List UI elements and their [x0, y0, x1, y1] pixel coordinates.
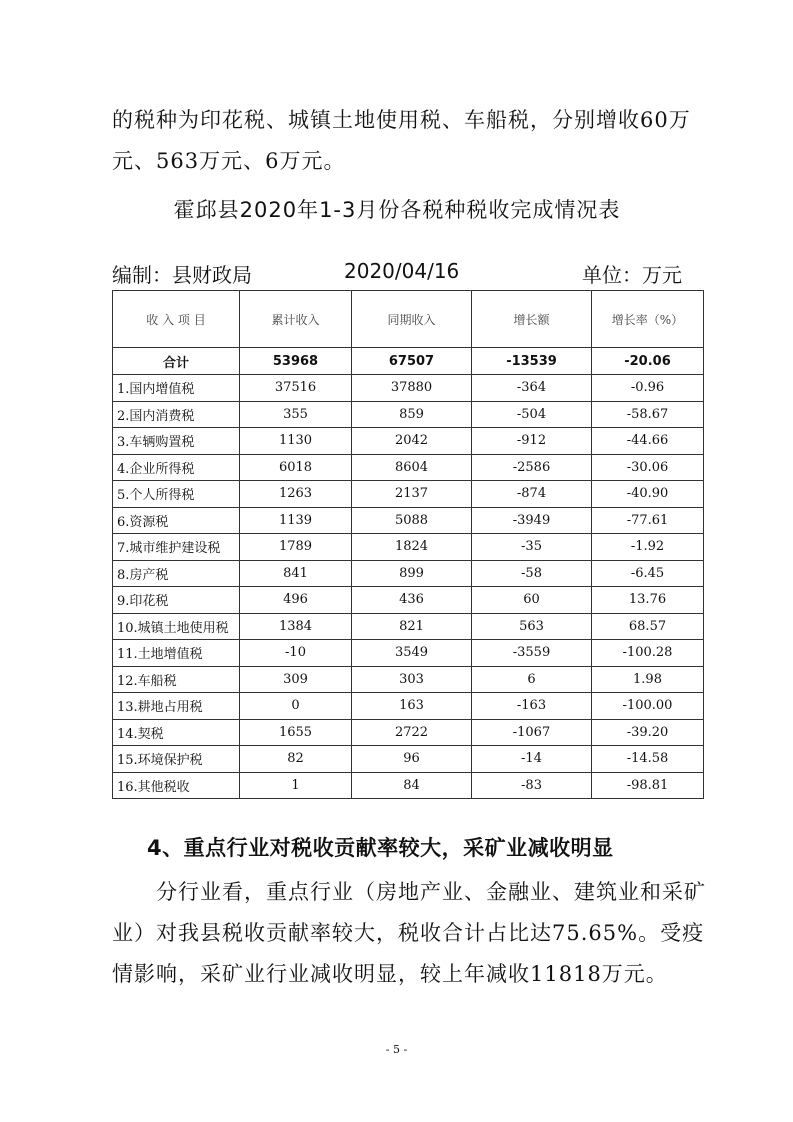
table-cell: 899: [352, 560, 472, 587]
table-cell: 10.城镇土地使用税: [113, 613, 240, 640]
table-total-row: [113, 348, 704, 375]
industry-paragraph: [112, 872, 706, 995]
header-increase: 增长额: [472, 291, 592, 348]
table-cell: 355: [240, 401, 352, 428]
table-cell: -10: [240, 640, 352, 667]
table-cell: -1.92: [592, 534, 704, 561]
header-growth-rate: 增长率（%）: [592, 291, 704, 348]
table-cell: -14.58: [592, 746, 704, 773]
table-cell: 0: [240, 693, 352, 720]
table-cell: 96: [352, 746, 472, 773]
table-row: [113, 640, 704, 667]
table-cell: -100.00: [592, 693, 704, 720]
compiler-label: 编制：县财政局: [112, 263, 252, 287]
table-cell: -77.61: [592, 507, 704, 534]
table-cell: -30.06: [592, 454, 704, 481]
table-row: [113, 746, 704, 773]
table-cell: 2.国内消费税: [113, 401, 240, 428]
table-cell: 13.耕地占用税: [113, 693, 240, 720]
table-cell: 2137: [352, 481, 472, 508]
table-cell: 563: [472, 613, 592, 640]
table-row: [113, 401, 704, 428]
table-cell: 53968: [240, 348, 352, 375]
table-cell: 7.城市维护建设税: [113, 534, 240, 561]
table-cell: -163: [472, 693, 592, 720]
table-cell: 6.资源税: [113, 507, 240, 534]
table-cell: 67507: [352, 348, 472, 375]
header-item: 收 入 项 目: [113, 291, 240, 348]
table-cell: 2722: [352, 719, 472, 746]
table-cell: 14.契税: [113, 719, 240, 746]
table-cell: 1.国内增值税: [113, 375, 240, 402]
table-cell: 3.车辆购置税: [113, 428, 240, 455]
table-cell: -0.96: [592, 375, 704, 402]
table-cell: 1139: [240, 507, 352, 534]
table-cell: 16.其他税收: [113, 772, 240, 799]
table-cell: 15.环境保护税: [113, 746, 240, 773]
section-heading: 4、重点行业对税收贡献率较大，采矿业减收明显: [147, 836, 614, 860]
paragraph-line: 分行业看，重点行业（房地产业、金融业、建筑业和采矿: [112, 880, 706, 904]
table-cell: 5088: [352, 507, 472, 534]
table-cell: -44.66: [592, 428, 704, 455]
table-cell: -3949: [472, 507, 592, 534]
table-cell: 2042: [352, 428, 472, 455]
table-cell: 84: [352, 772, 472, 799]
date-label: 2020/04/16: [344, 259, 460, 283]
table-cell: -3559: [472, 640, 592, 667]
table-cell: 1: [240, 772, 352, 799]
table-row: [113, 719, 704, 746]
table-cell: -40.90: [592, 481, 704, 508]
table-cell: 37516: [240, 375, 352, 402]
table-cell: -35: [472, 534, 592, 561]
table-cell: 1.98: [592, 666, 704, 693]
table-cell: -14: [472, 746, 592, 773]
table-cell: -58.67: [592, 401, 704, 428]
table-cell: -1067: [472, 719, 592, 746]
table-cell: 1824: [352, 534, 472, 561]
table-cell: 8604: [352, 454, 472, 481]
header-prior-period: 同期收入: [352, 291, 472, 348]
table-cell: 3549: [352, 640, 472, 667]
table-cell: -100.28: [592, 640, 704, 667]
table-row: [113, 375, 704, 402]
table-cell: 1384: [240, 613, 352, 640]
table-cell: 合计: [113, 348, 240, 375]
table-cell: 1789: [240, 534, 352, 561]
table-cell: 1130: [240, 428, 352, 455]
table-cell: -912: [472, 428, 592, 455]
header-cumulative: 累计收入: [240, 291, 352, 348]
table-title: 霍邱县2020年1-3月份各税种税收完成情况表: [173, 198, 621, 222]
table-cell: 859: [352, 401, 472, 428]
table-cell: 9.印花税: [113, 587, 240, 614]
table-row: [113, 560, 704, 587]
table-cell: 436: [352, 587, 472, 614]
table-cell: 82: [240, 746, 352, 773]
table-row: [113, 587, 704, 614]
table-cell: 37880: [352, 375, 472, 402]
table-header-row: [113, 291, 704, 348]
table-cell: -98.81: [592, 772, 704, 799]
table-cell: 821: [352, 613, 472, 640]
table-cell: 60: [472, 587, 592, 614]
table-cell: -2586: [472, 454, 592, 481]
table-cell: 309: [240, 666, 352, 693]
paragraph-line: 元、563万元、6万元。: [112, 149, 346, 173]
intro-paragraph: [112, 100, 697, 182]
table-cell: -504: [472, 401, 592, 428]
paragraph-line: 情影响，采矿业行业减收明显，较上年减收11818万元。: [112, 962, 668, 986]
table-cell: -364: [472, 375, 592, 402]
table-row: [113, 693, 704, 720]
table-cell: 13.76: [592, 587, 704, 614]
table-cell: 1263: [240, 481, 352, 508]
unit-label: 单位：万元: [582, 263, 682, 287]
table-cell: -20.06: [592, 348, 704, 375]
table-cell: 496: [240, 587, 352, 614]
table-cell: 303: [352, 666, 472, 693]
table-row: [113, 772, 704, 799]
table-cell: 6: [472, 666, 592, 693]
table-cell: -6.45: [592, 560, 704, 587]
table-cell: 12.车船税: [113, 666, 240, 693]
table-cell: -874: [472, 481, 592, 508]
table-cell: 68.57: [592, 613, 704, 640]
table-cell: 6018: [240, 454, 352, 481]
paragraph-line: 的税种为印花税、城镇土地使用税、车船税，分别增收60万: [112, 108, 691, 132]
table-row: [113, 481, 704, 508]
table-row: [113, 454, 704, 481]
table-meta-row: [112, 255, 682, 289]
table-cell: -39.20: [592, 719, 704, 746]
table-cell: 163: [352, 693, 472, 720]
table-cell: 5.个人所得税: [113, 481, 240, 508]
table-cell: -83: [472, 772, 592, 799]
page-number: - 5 -: [385, 1043, 408, 1056]
table-cell: -58: [472, 560, 592, 587]
table-cell: 8.房产税: [113, 560, 240, 587]
table-cell: 841: [240, 560, 352, 587]
table-cell: 1655: [240, 719, 352, 746]
tax-revenue-table: [112, 290, 704, 799]
table-row: [113, 534, 704, 561]
table-cell: 11.土地增值税: [113, 640, 240, 667]
table-row: [113, 613, 704, 640]
table-row: [113, 666, 704, 693]
table-cell: 4.企业所得税: [113, 454, 240, 481]
table-row: [113, 428, 704, 455]
table-cell: -13539: [472, 348, 592, 375]
paragraph-line: 业）对我县税收贡献率较大，税收合计占比达75.65%。受疫: [112, 921, 705, 945]
table-row: [113, 507, 704, 534]
